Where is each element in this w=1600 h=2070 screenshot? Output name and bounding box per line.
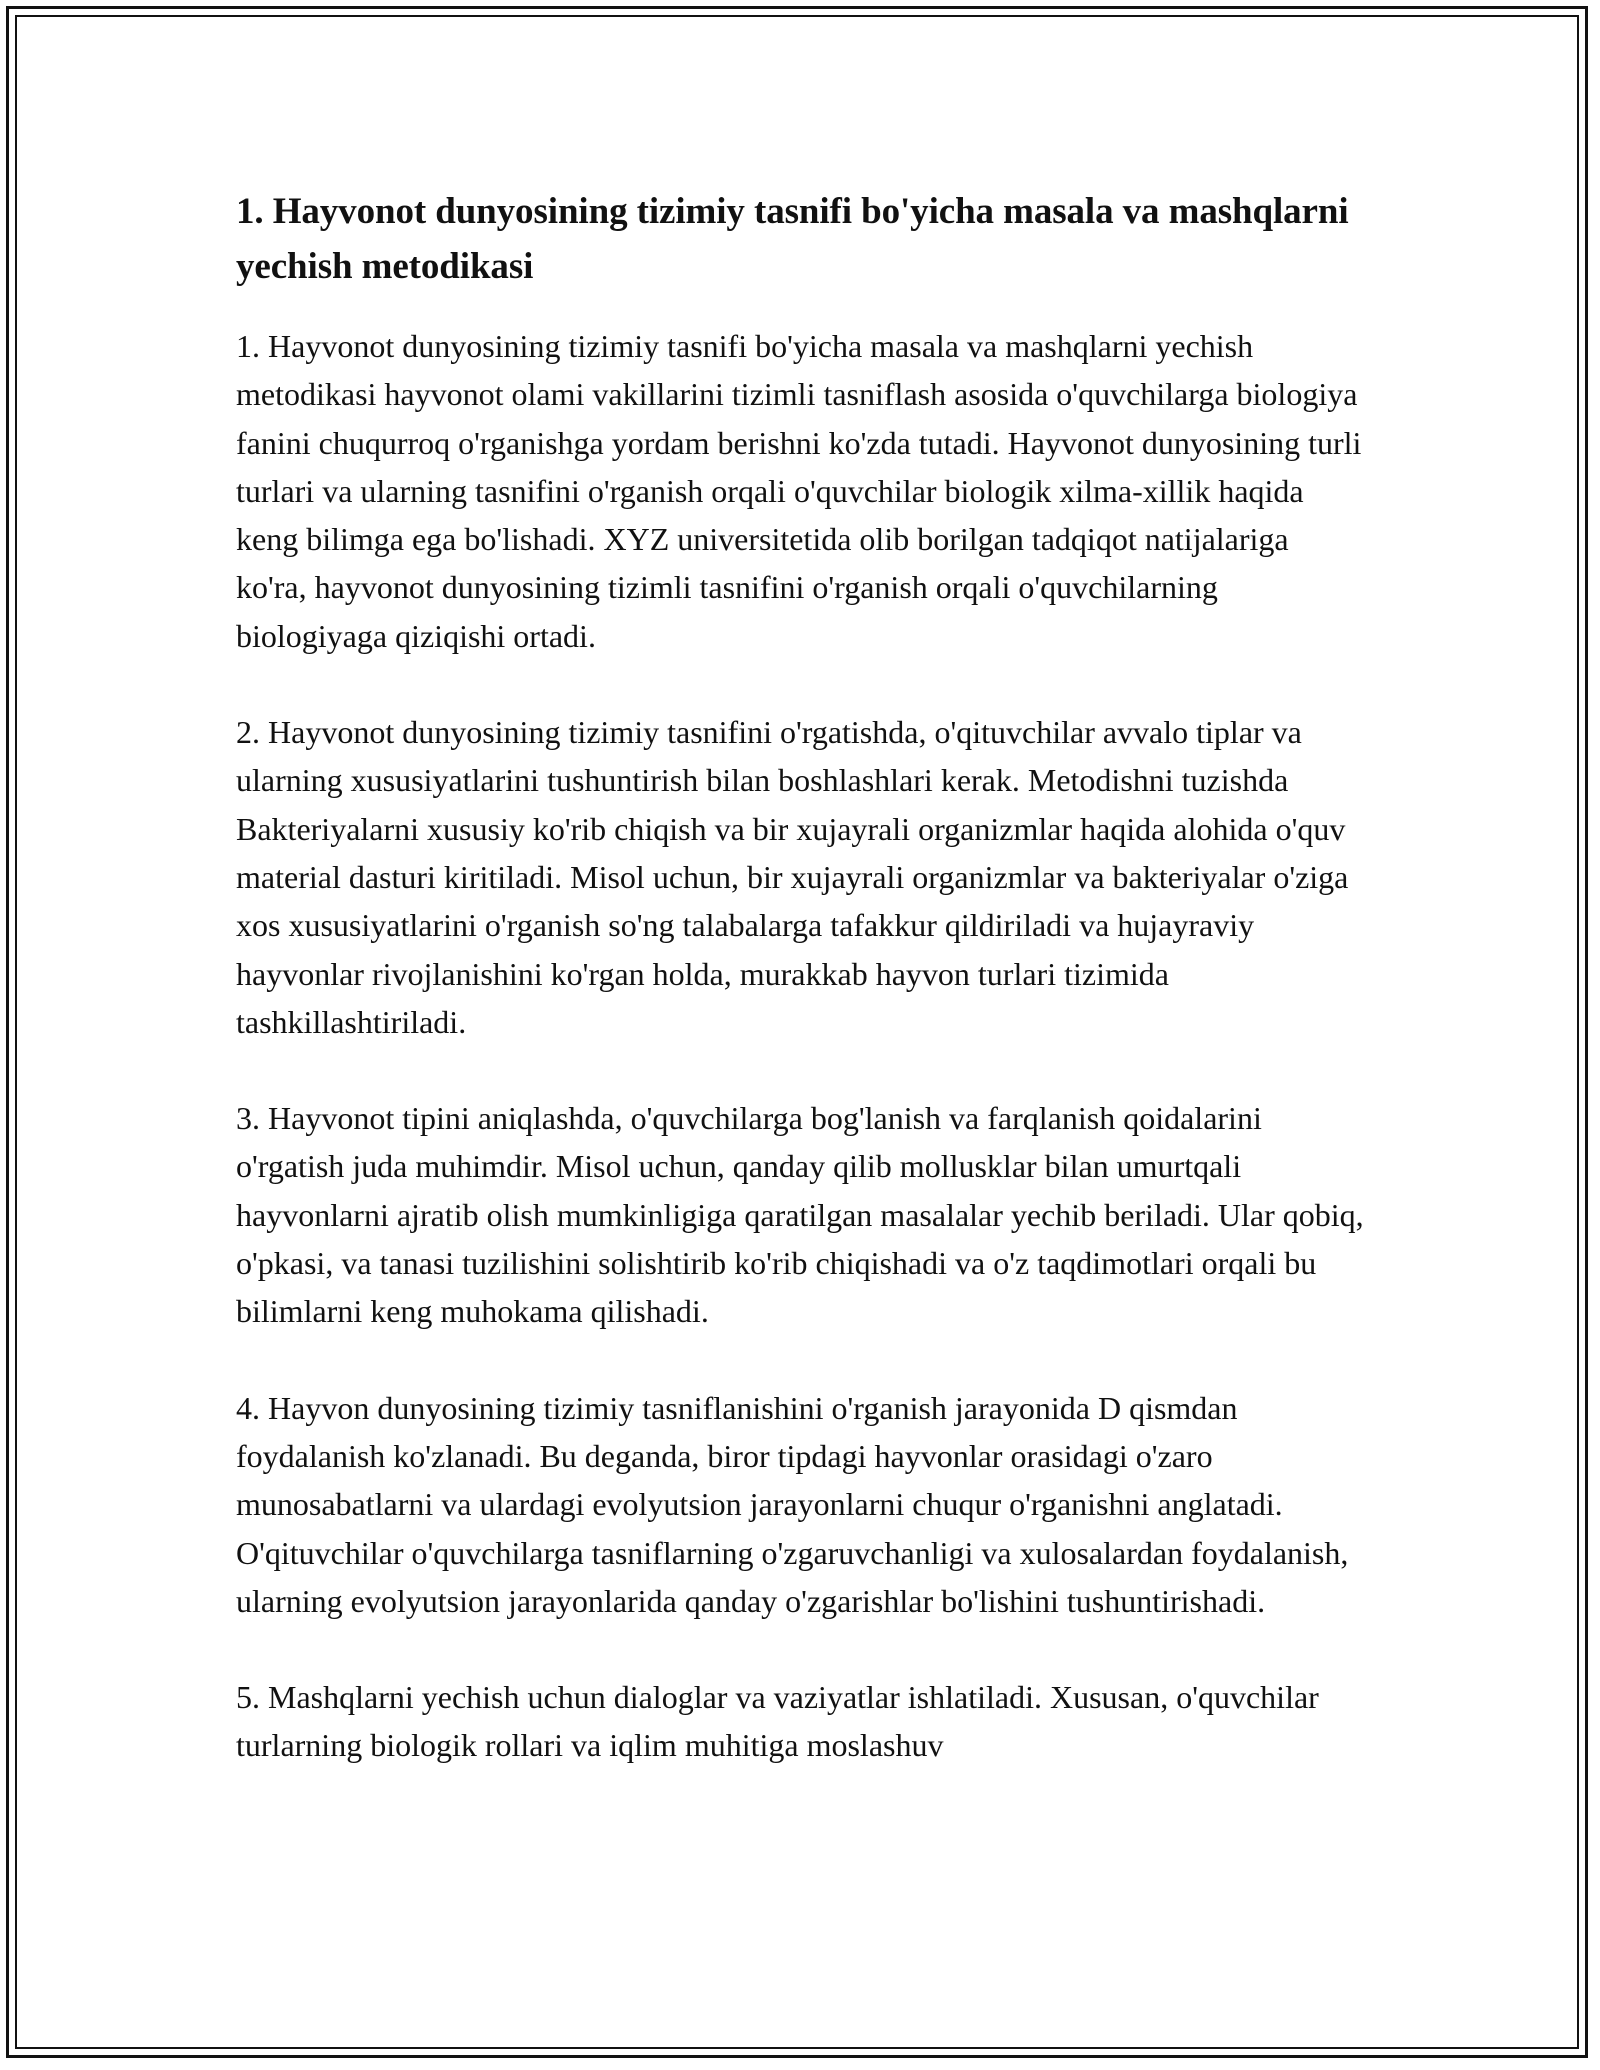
paragraph-2: 2. Hayvonot dunyosining tizimiy tasnifini o'rgatishda, o'qituvchilar avvalo tiplar va ularning xususiyatlarini tushuntirish bilan boshlashlari kerak. Metodishni tuzishda Bakteriyalarni xususiy ko'rib chiqish va bir xujayrali organizmlar haqida alohida o'quv material dasturi kiritiladi. Misol uchun, bir xujayrali organizmlar va bakteriyalar o'ziga xos xususiyatlarini o'rganish so'ng talabalarga tafakkur qildiriladi va hujayraviy hayvonlar rivojlanishini ko'rgan holda, murakkab hayvon turlari tizimida tashkillashtiriladi.	[236, 714, 1349, 1040]
paragraph-5: 5. Mashqlarni yechish uchun dialoglar va vaziyatlar ishlatiladi. Xususan, o'quvchilar turlarning biologik rollari va iqlim muhitiga moslashuv	[236, 1679, 1319, 1764]
document-body	[236, 184, 1366, 1818]
document-title: 1. Hayvonot dunyosining tizimiy tasnifi bo'yicha masala va mashqlarni yechish metodikasi	[236, 191, 1349, 287]
paragraph-1: 1. Hayvonot dunyosining tizimiy tasnifi bo'yicha masala va mashqlarni yechish metodikasi hayvonot olami vakillarini tizimli tasniflash asosida o'quvchilarga biologiya fanini chuqurroq o'rganishga yordam berishni ko'zda tutadi. Hayvonot dunyosining turli turlari va ularning tasnifini o'rganish orqali o'quvchilar biologik xilma-xillik haqida keng bilimga ega bo'lishadi. XYZ universitetida olib borilgan tadqiqot natijalariga ko'ra, hayvonot dunyosining tizimli tasnifini o'rganish orqali o'quvchilarning biologiyaga qiziqishi ortadi.	[236, 328, 1362, 654]
paragraph-3: 3. Hayvonot tipini aniqlashda, o'quvchilarga bog'lanish va farqlanish qoidalarini o'rgatish juda muhimdir. Misol uchun, qanday qilib mollusklar bilan umurtqali hayvonlarni ajratib olish mumkinligiga qaratilgan masalalar yechib beriladi. Ular qobiq, o'pkasi, va tanasi tuzilishini solishtirib ko'rib chiqishadi va o'z taqdimotlari orqali bu bilimlarni keng muhokama qilishadi.	[236, 1100, 1364, 1330]
paragraph-4: 4. Hayvon dunyosining tizimiy tasniflanishini o'rganish jarayonida D qismdan foydalanish ko'zlanadi. Bu deganda, biror tipdagi hayvonlar orasidagi o'zaro munosabatlarni va ulardagi evolyutsion jarayonlarni chuqur o'rganishni anglatadi. O'qituvchilar o'quvchilarga tasniflarning o'zgaruvchanligi va xulosalardan foydalanish, ularning evolyutsion jarayonlarida qanday o'zgarishlar bo'lishini tushuntirishadi.	[236, 1389, 1349, 1619]
